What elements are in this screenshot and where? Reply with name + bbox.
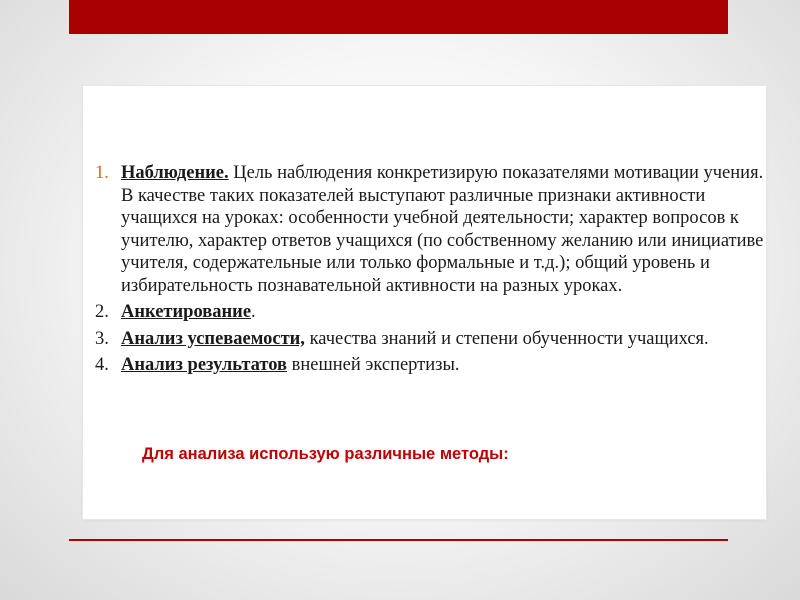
list-item — [95, 162, 765, 297]
list-item-number: 4. — [95, 355, 109, 375]
list-item-number: 1. — [95, 163, 109, 183]
list-item-term: Наблюдение. — [121, 163, 229, 183]
list-item-text: внешней экспертизы. — [287, 355, 460, 375]
top-accent-bar — [69, 0, 728, 34]
methods-list — [95, 162, 765, 381]
list-item-term: Анализ результатов — [121, 355, 288, 375]
list-item — [95, 301, 765, 324]
footnote: Для анализа использую различные методы: — [142, 445, 509, 463]
list-item-text: качества знаний и степени обученности учащихся. — [304, 328, 709, 349]
list-item-number: 2. — [95, 302, 109, 322]
list-item-text: . — [251, 302, 256, 322]
list-item-term: Анализ успеваемости, — [121, 328, 305, 349]
list-item-term: Анкетирование — [121, 302, 252, 322]
list-item-number: 3. — [95, 328, 109, 349]
content-box — [83, 86, 766, 519]
bottom-divider — [69, 539, 728, 541]
list-item-text: Цель наблюдения конкретизирую показателями мотивации учения. В качестве таких показателей выступают различные признаки активности учащихся на уроках: особенности учебной деятельности; характер вопросов к учителю, характер ответов учащихся (по собственному желанию или инициативе учителя, содержательные или только формальные и т.д.); общий уровень и избирательность познавательной активности на разных уроках. — [121, 163, 764, 296]
list-item — [95, 328, 765, 351]
list-item — [95, 354, 765, 377]
